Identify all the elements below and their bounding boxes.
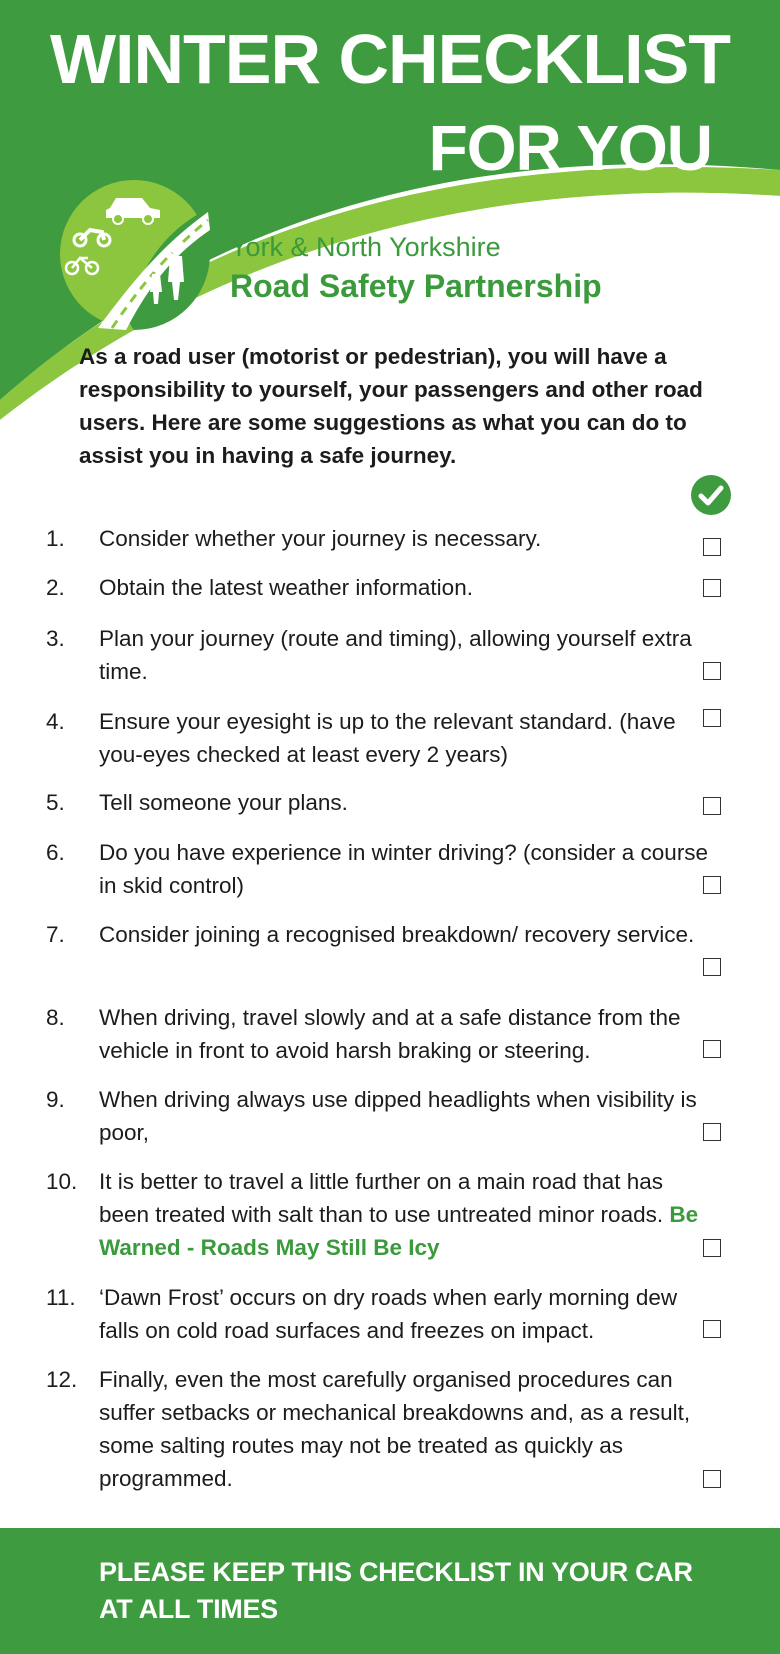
item-text: Finally, even the most carefully organised procedures can suffer setbacks or mechanical breakdowns and, as a result, some salting routes may not be treated as quickly as programmed. bbox=[99, 1367, 691, 1491]
item-number: 7. bbox=[46, 922, 65, 947]
check-circle-icon bbox=[690, 474, 732, 516]
checkbox[interactable] bbox=[703, 1320, 721, 1338]
checkbox[interactable] bbox=[703, 709, 721, 727]
item-text: Obtain the latest weather information. bbox=[99, 575, 473, 600]
title-line-1: WINTER CHECKLIST bbox=[49, 20, 731, 98]
title-line-2: FOR YOU bbox=[428, 112, 712, 184]
item-number: 1. bbox=[46, 526, 65, 551]
checkbox[interactable] bbox=[703, 1239, 721, 1257]
footer-line-1: PLEASE KEEP THIS CHECKLIST IN YOUR CAR bbox=[99, 1557, 693, 1587]
item-number: 3. bbox=[46, 626, 65, 651]
intro-paragraph: As a road user (motorist or pedestrian), you will have a responsibility to yourself, your passengers and other road users. Here are some suggestions as what you can do to assist you in having a safe journey. bbox=[79, 344, 703, 468]
item-text: Consider joining a recognised breakdown/ recovery service. bbox=[99, 922, 695, 947]
item-number: 6. bbox=[46, 840, 65, 865]
organization-subtitle: Road Safety Partnership bbox=[230, 268, 602, 304]
checkbox[interactable] bbox=[703, 662, 721, 680]
checkbox[interactable] bbox=[703, 1470, 721, 1488]
checkbox[interactable] bbox=[703, 538, 721, 556]
footer-line-2: AT ALL TIMES bbox=[99, 1594, 278, 1624]
checkbox[interactable] bbox=[703, 1040, 721, 1058]
item-text bbox=[99, 1165, 709, 1264]
road-safety-logo-icon bbox=[58, 178, 210, 330]
item-text: ‘Dawn Frost’ occurs on dry roads when early morning dew falls on cold road surfaces and freezes on impact. bbox=[99, 1285, 678, 1343]
item-number: 4. bbox=[46, 709, 65, 734]
item-text: When driving always use dipped headlights when visibility is poor, bbox=[99, 1087, 697, 1145]
checkbox[interactable] bbox=[703, 876, 721, 894]
footer-banner bbox=[0, 1528, 780, 1654]
item-text-main: It is better to travel a little further on a main road that has been treated with salt than to use untreated minor roads. bbox=[99, 1169, 664, 1227]
item-text: Consider whether your journey is necessary. bbox=[99, 526, 542, 551]
item-text: Ensure your eyesight is up to the relevant standard. (have you-eyes checked at least every 2 years) bbox=[99, 709, 676, 767]
item-text: When driving, travel slowly and at a safe distance from the vehicle in front to avoid harsh braking or steering. bbox=[99, 1005, 681, 1063]
item-number: 2. bbox=[46, 575, 65, 600]
item-number: 12. bbox=[46, 1367, 78, 1392]
checkbox[interactable] bbox=[703, 958, 721, 976]
checkbox[interactable] bbox=[703, 797, 721, 815]
item-text: Do you have experience in winter driving? (consider a course in skid control) bbox=[99, 840, 709, 898]
item-number: 8. bbox=[46, 1005, 65, 1030]
item-text: Plan your journey (route and timing), allowing yourself extra time. bbox=[99, 626, 692, 684]
item-number: 11. bbox=[46, 1285, 76, 1310]
item-number: 9. bbox=[46, 1087, 65, 1112]
footer-text bbox=[99, 1554, 693, 1628]
organization-name: York & North Yorkshire bbox=[230, 232, 501, 262]
warning-text: Be Warned - Roads May Still Be Icy bbox=[99, 1202, 699, 1260]
checkbox[interactable] bbox=[703, 1123, 721, 1141]
item-number: 5. bbox=[46, 790, 65, 815]
checkbox[interactable] bbox=[703, 579, 721, 597]
item-text: Tell someone your plans. bbox=[99, 790, 348, 815]
item-number: 10. bbox=[46, 1169, 78, 1194]
